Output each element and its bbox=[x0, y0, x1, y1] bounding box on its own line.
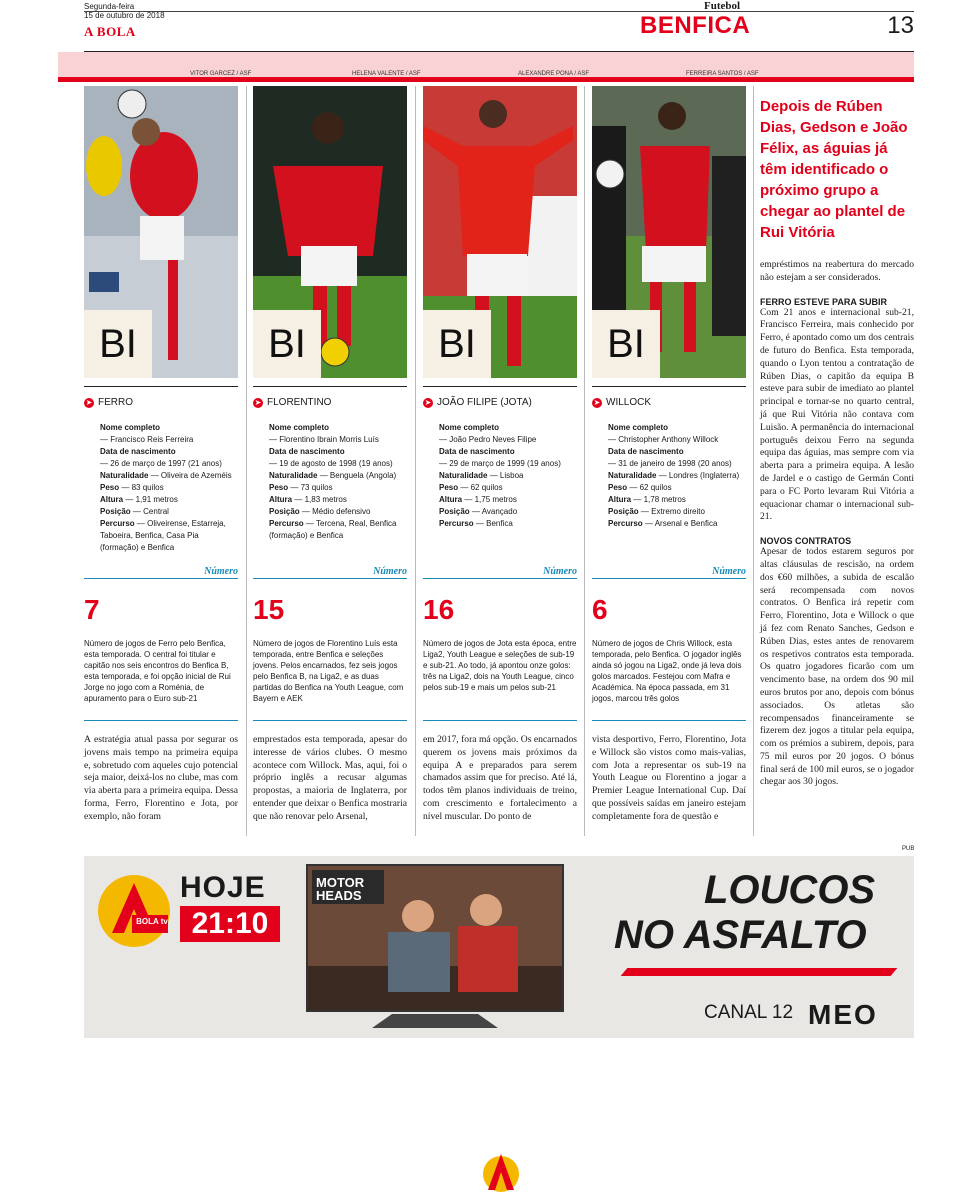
bola-tv-logo bbox=[94, 871, 174, 956]
fact-row: Naturalidade — Benguela (Angola) bbox=[269, 471, 397, 480]
divider bbox=[84, 578, 238, 579]
stat-text: Número de jogos de Ferro pelo Benfica, esta temporada. O central foi titular e capitão nos seis encontros do Benfica B, esta temporada, e foi opção inicial de Rui Jorge no jogo com a Roménia, de apuramento para o Euro sub-21 bbox=[84, 639, 231, 703]
photo-credit: VITOR GARCEZ / ASF bbox=[190, 71, 252, 77]
fact-row: Percurso — Arsenal e Benfica bbox=[608, 519, 718, 528]
stat-text: Número de jogos de Chris Willock, esta temporada, pelo Benfica. O jogador inglês ainda só jogou na Liga2, onde já leva dois golos marcados. Festejou com Mafra e Académica. Na época passada, em 31 jogos, marcou três golos bbox=[592, 639, 742, 703]
bi-label: BI bbox=[423, 310, 491, 378]
bi-label: BI bbox=[592, 310, 660, 378]
fact-label: Data de nascimento bbox=[269, 447, 345, 456]
player-name-row bbox=[84, 386, 238, 408]
divider bbox=[253, 578, 407, 579]
player-name-row bbox=[253, 386, 407, 408]
fact-label: Nome completo bbox=[269, 423, 330, 432]
fact-row: Altura — 1,78 metros bbox=[608, 495, 686, 504]
article-headline: Depois de Rúben Dias, Gedson e João Félix, as águias já têm identificado o próximo grupo a chegar ao plantel de Rui Vitória bbox=[760, 98, 908, 241]
player-facts bbox=[423, 422, 577, 530]
player-column-florentino bbox=[253, 86, 407, 703]
player-name: WILLOCK bbox=[606, 397, 652, 408]
fact-label: Nome completo bbox=[100, 423, 161, 432]
newspaper-brand: A BOLA bbox=[84, 24, 136, 39]
red-stripe bbox=[621, 968, 898, 976]
photo-credit: HELENA VALENTE / ASF bbox=[352, 71, 421, 77]
stat-number: 15 bbox=[253, 594, 285, 625]
bola-logo-icon bbox=[478, 1150, 524, 1194]
meo-logo: MEO bbox=[808, 999, 878, 1030]
fact-label: Nome completo bbox=[439, 423, 500, 432]
article-sidebar bbox=[760, 96, 914, 789]
column-rule bbox=[246, 86, 247, 836]
club-title: BENFICA bbox=[640, 12, 751, 39]
numero-label: Número bbox=[543, 566, 577, 577]
player-name-row bbox=[423, 386, 577, 408]
ad-title-line: LOUCOS bbox=[704, 868, 876, 912]
fact-value: — 19 de agosto de 1998 (19 anos) bbox=[269, 459, 393, 468]
weekday: Segunda-feira bbox=[84, 2, 135, 11]
advertisement[interactable] bbox=[84, 856, 914, 1038]
ad-hoje: HOJE bbox=[180, 871, 266, 904]
fact-label: Nome completo bbox=[608, 423, 669, 432]
ad-channel: CANAL 12 bbox=[704, 1002, 794, 1023]
player-photo bbox=[253, 86, 407, 378]
show-logo: MOTOR HEADS bbox=[316, 875, 365, 903]
divider bbox=[423, 720, 577, 721]
player-facts bbox=[592, 422, 746, 530]
fact-row: Posição — Médio defensivo bbox=[269, 507, 371, 516]
photo-credit: FERREIRA SANTOS / ASF bbox=[686, 71, 759, 77]
pub-label: PUB bbox=[902, 846, 915, 852]
fact-row: Posição — Central bbox=[100, 507, 169, 516]
fact-row: Naturalidade — Londres (Inglaterra) bbox=[608, 471, 740, 480]
arrow-right-icon: ➤ bbox=[424, 397, 432, 407]
fact-value: — Florentino Ibrain Morris Luís bbox=[269, 435, 379, 444]
divider bbox=[423, 578, 577, 579]
fact-row: Peso — 73 quilos bbox=[269, 483, 333, 492]
arrow-right-icon: ➤ bbox=[593, 397, 601, 407]
fact-row: Naturalidade — Oliveira de Azeméis bbox=[100, 471, 232, 480]
header-band bbox=[58, 52, 914, 82]
page-number: 13 bbox=[887, 12, 914, 39]
fact-row: Peso — 83 quilos bbox=[100, 483, 164, 492]
fact-row: Percurso — Tercena, Real, Benfica (formação) e Benfica bbox=[269, 519, 397, 540]
date: 15 de outubro de 2018 bbox=[84, 11, 165, 20]
divider bbox=[84, 720, 238, 721]
ad-title-line: NO ASFALTO bbox=[614, 913, 867, 957]
stat-text: Número de jogos de Jota esta época, entre Liga2, Youth League e seleções de sub-19 e sub-21. Ao todo, já apontou onze golos: três na Liga2, dois na Youth League, cinco pelos sub-19 e mais um pelos sub-21 bbox=[423, 639, 577, 692]
fact-value: — João Pedro Neves Filipe bbox=[439, 435, 537, 444]
column-rule bbox=[753, 86, 754, 836]
section-label: Futebol bbox=[704, 0, 741, 12]
fact-row: Percurso — Oliveirense, Estarreja, Taboeira, Benfica, Casa Pia (formação) e Benfica bbox=[100, 519, 226, 552]
stat-number: 7 bbox=[84, 594, 100, 625]
subheading: NOVOS CONTRATOS bbox=[760, 536, 852, 547]
body-column: vista desportivo, Ferro, Florentino, Jota e Willock são vistos como mais-valias, com Jota a representar os sub-19 na Youth League ou Florentino a jogar a Premier League International Cup. Daí que possíveis saídas em janeiro estejam completamente fora de questão e bbox=[592, 734, 746, 822]
player-column-ferro bbox=[84, 86, 238, 703]
fact-row: Posição — Extremo direito bbox=[608, 507, 705, 516]
article-lead: empréstimos na reabertura do mercado não estejam a ser considerados. bbox=[760, 259, 914, 283]
divider bbox=[592, 578, 746, 579]
column-rule bbox=[415, 86, 416, 836]
footer-logo bbox=[478, 1150, 524, 1199]
stat-text: Número de jogos de Florentino Luís esta temporada, entre Benfica e seleções jovens. Pelos encarnados, fez seis jogos pelo Benfica B, na Liga2, e as duas partidas do Benfica na Youth League, com Bayern e AEK bbox=[253, 639, 404, 703]
body-column: A estratégia atual passa por segurar os jovens mais tempo na primeira equipa e, sobretudo com aqueles cujo potencial seja maior, deixá-los no clube, mas com via aberta para a primeira equipa. Dessa forma, Ferro, Florentino e Jota, por exemplo, não foram bbox=[84, 734, 238, 822]
stat-number: 6 bbox=[592, 594, 608, 625]
column-rule bbox=[584, 86, 585, 836]
stat-number: 16 bbox=[423, 594, 455, 625]
fact-value: — 26 de março de 1997 (21 anos) bbox=[100, 459, 222, 468]
fact-value: — Francisco Reis Ferreira bbox=[100, 435, 194, 444]
player-photo bbox=[84, 86, 238, 378]
fact-value: — Christopher Anthony Willock bbox=[608, 435, 719, 444]
fact-row: Percurso — Benfica bbox=[439, 519, 513, 528]
player-facts bbox=[253, 422, 407, 542]
fact-row: Posição — Avançado bbox=[439, 507, 518, 516]
page-header bbox=[84, 0, 914, 52]
arrow-right-icon: ➤ bbox=[254, 397, 262, 407]
ad-time: 21:10 bbox=[180, 906, 280, 942]
player-facts bbox=[84, 422, 238, 554]
fact-value: — 31 de janeiro de 1998 (20 anos) bbox=[608, 459, 732, 468]
tv-screen bbox=[306, 864, 564, 1012]
photo-credit: ALEXANDRE PONA / ASF bbox=[518, 71, 590, 77]
fact-label: Data de nascimento bbox=[608, 447, 684, 456]
player-photo bbox=[592, 86, 746, 378]
player-name: FERRO bbox=[98, 397, 133, 408]
divider bbox=[253, 720, 407, 721]
subheading: FERRO ESTEVE PARA SUBIR bbox=[760, 296, 888, 307]
fact-label: Data de nascimento bbox=[439, 447, 515, 456]
issue-date bbox=[84, 2, 165, 20]
player-column-jota bbox=[423, 86, 577, 692]
bola-tv-logo-icon bbox=[94, 871, 174, 951]
numero-label: Número bbox=[204, 566, 238, 577]
bi-label: BI bbox=[84, 310, 152, 378]
tv-stand-icon bbox=[362, 1014, 508, 1028]
body-column: em 2017, fora má opção. Os encarnados querem os jovens mais próximos da equipa A e preparados para serem chamados assim que for preciso. Até lá, todos têm planos individuais de treino, com crescimento e fortalecimento a nível muscular. Do ponto de bbox=[423, 734, 577, 822]
header-rule bbox=[84, 11, 914, 12]
fact-row: Peso — 62 quilos bbox=[439, 483, 503, 492]
fact-label: Data de nascimento bbox=[100, 447, 176, 456]
player-name: JOÃO FILIPE (JOTA) bbox=[437, 397, 532, 408]
arrow-right-icon: ➤ bbox=[85, 397, 93, 407]
article-paragraph: Com 21 anos e internacional sub-21, Francisco Ferreira, mais conhecido por Ferro, é apontado como um dos centrais de futuro do Benfica. Esta temporada, quando o Lyon tentou a contratação de Rúben Dias, o capitão da equipa B esteve para subir de imediato ao plantel principal e tornar-se no quarto central, já que Rui Vitória não contava com Luisão. A permanência do internacional português deixou Ferro na segunda equipa das águias, mas sempre com via aberta para a primeira equipa. A lesão de Jardel e o castigo de Germán Conti para o FC Porto levaram Rui Vitória a equacionar chamar o internacional sub-21. bbox=[760, 306, 914, 523]
fact-row: Altura — 1,91 metros bbox=[100, 495, 178, 504]
fact-row: Altura — 1,75 metros bbox=[439, 495, 517, 504]
player-name-row bbox=[592, 386, 746, 408]
divider bbox=[592, 720, 746, 721]
fact-value: — 29 de março de 1999 (19 anos) bbox=[439, 459, 561, 468]
ad-title bbox=[614, 868, 875, 958]
bi-label: BI bbox=[253, 310, 321, 378]
player-photo bbox=[423, 86, 577, 378]
player-column-willock bbox=[592, 86, 746, 703]
article-paragraph: Apesar de todos estarem seguros por altas cláusulas de rescisão, na ordem dos €60 milhões, a subida de escalão será recompensada com novos contratos. O Benfica irá repetir com Ferro, Florentino, Jota e Willock o que já fez com Renato Sanches, Gedson e Rúben Dias, estes antes de renovarem os respetivos contratos esta temporada. Os quatro jogadores ficarão com um vencimento base, na ordem dos 90 mil euros brutos por ano, depois com bónus associados. Os atletas são recompensados financeiramente se fizerem dez jogos a titular pela equipa, com os prémios a subirem, depois, para 75 mil euros por 20 jogos. O bónus final será de 100 mil euros, se o jogador chegar aos 30 jogos. bbox=[760, 546, 914, 788]
numero-label: Número bbox=[712, 566, 746, 577]
fact-row: Altura — 1,83 metros bbox=[269, 495, 347, 504]
player-name: FLORENTINO bbox=[267, 397, 332, 408]
logo-text: BOLA tv bbox=[136, 917, 168, 926]
fact-row: Naturalidade — Lisboa bbox=[439, 471, 524, 480]
body-column: emprestados esta temporada, apesar do interesse de vários clubes. O mesmo acontece com Willock. Mas, aqui, foi o próprio inglês a recusar algumas propostas, a maioria de Inglaterra, por entender que deixar o Benfica mostraria que não renovar pelo Arsenal, bbox=[253, 734, 407, 822]
fact-row: Peso — 62 quilos bbox=[608, 483, 672, 492]
numero-label: Número bbox=[373, 566, 407, 577]
